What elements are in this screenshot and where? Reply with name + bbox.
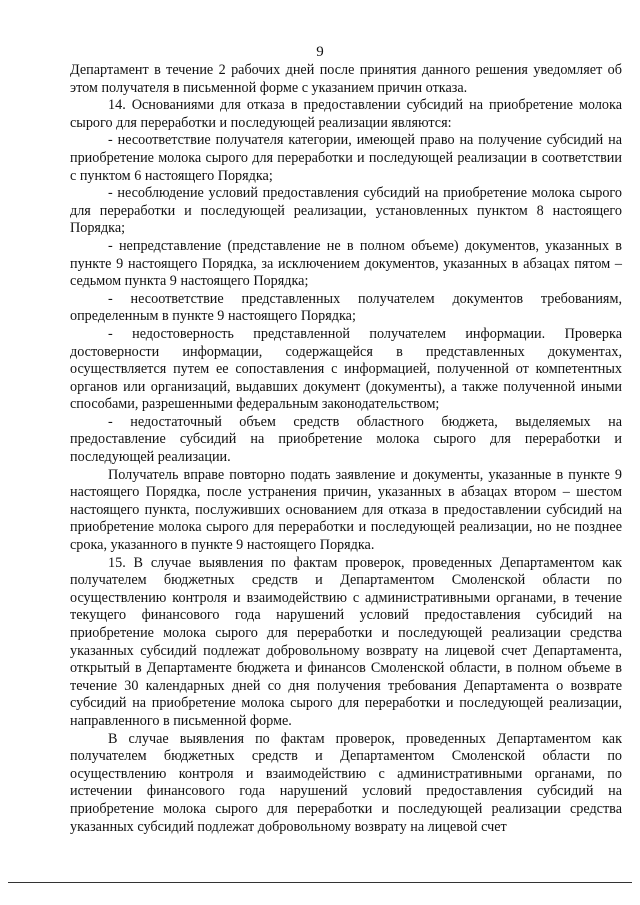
- paragraph-resubmission: Получатель вправе повторно подать заявление и документы, указанные в пункте 9 настоящего Порядка, после устранения причин, указанных в абзацах втором – шестом настоящего пункта, послуживших основанием для отказа в предоставлении субсидий на приобретение молока сырого для переработки и последующей реализации, но не позднее срока, указанного в пункте 9 настоящего Порядка.: [70, 466, 622, 554]
- paragraph-refund-after-year: В случае выявления по фактам проверок, проведенных Департаментом как получателем бюджетных средств и Департаментом Смоленской области по осуществлению контроля и взаимодействию с административными органами, по истечении финансового года нарушений условий предоставления субсидий на приобретение молока сырого для переработки и последующей реализации средства указанных субсидий подлежат добровольному возврату на лицевой счет: [70, 730, 622, 835]
- paragraph-14-grounds: 14. Основаниями для отказа в предоставлении субсидий на приобретение молока сырого для переработки и последующей реализации являются:: [70, 97, 622, 131]
- paragraph-notification: Департамент в течение 2 рабочих дней после принятия данного решения уведомляет об этом получателя в письменной форме с указанием причин отказа.: [70, 62, 622, 96]
- list-item-unreliable-info: - недостоверность представленной получателем информации. Проверка достоверности информации, содержащейся в представленных документах, осуществляется путем ее сопоставления с информацией, полученной от компетентных органов или организаций, выдавших документ (документы), а также полученной иными способами, разрешенными федеральным законодательством;: [70, 325, 622, 413]
- list-item-documents-mismatch: - несоответствие представленных получателем документов требованиям, определенным в пункте 9 настоящего Порядка;: [70, 290, 622, 325]
- list-item-category: - несоответствие получателя категории, имеющей право на получение субсидий на приобретение молока сырого для переработки и последующей реализации в соответствии с пунктом 6 настоящего Порядка;: [70, 132, 622, 184]
- page-number: 9: [316, 44, 324, 60]
- footer-rule: [8, 882, 632, 883]
- list-item-documents-missing: - непредставление (представление не в полном объеме) документов, указанных в пункте 9 настоящего Порядка, за исключением документов, указанных в абзацах пятом – седьмом пункта 9 настоящего Порядка;: [70, 237, 622, 290]
- list-item-insufficient-funds: - недостаточный объем средств областного бюджета, выделяемых на предоставление субсидий на приобретение молока сырого для переработки и последующей реализации.: [70, 413, 622, 466]
- document-body: [70, 62, 622, 836]
- paragraph-15-refund: 15. В случае выявления по фактам проверок, проведенных Департаментом как получателем бюджетных средств и Департаментом Смоленской области по осуществлению контроля и взаимодействию с административными органами, в течение текущего финансового года нарушений условий предоставления субсидий на приобретение молока сырого для переработки и последующей реализации средства указанных субсидий подлежат добровольному возврату на лицевой счет Департамента, открытый в Департаменте бюджета и финансов Смоленской области, в полном объеме в течение 30 календарных дней со дня получения требования Департамента о возврате субсидий на приобретение молока сырого для переработки и последующей реализации, направленного в письменной форме.: [70, 554, 622, 729]
- list-item-conditions: - несоблюдение условий предоставления субсидий на приобретение молока сырого для переработки и последующей реализации, установленных пунктом 8 настоящего Порядка;: [70, 185, 622, 237]
